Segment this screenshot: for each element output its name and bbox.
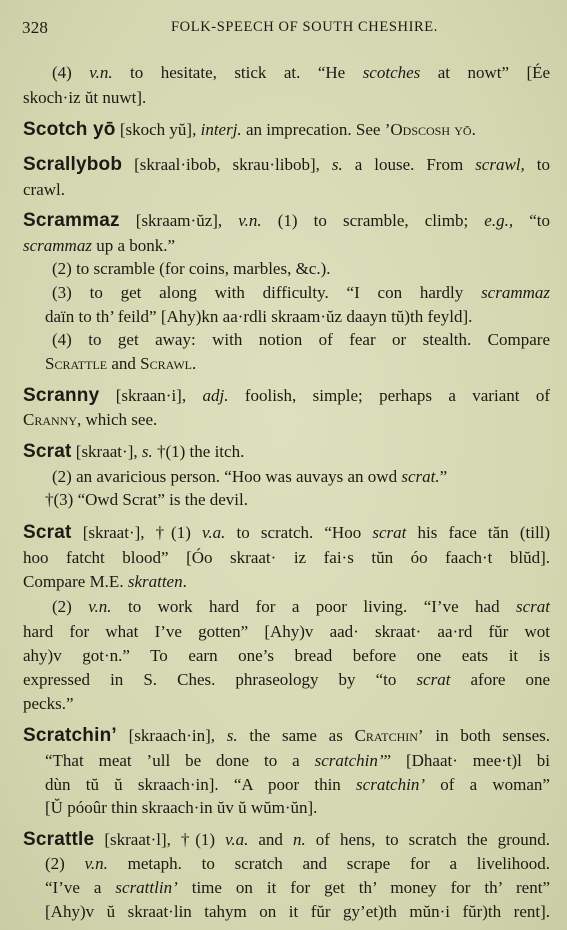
entry-line: skoch·iz ŭt nuwt]. — [23, 88, 147, 107]
entry-line: dùn tŭ ŭ skraach·in]. “A poor thin scratchin’ of a woman” — [45, 775, 550, 794]
entry-scranny: Scranny [skraan·i], adj. foolish, simple; perhaps a variant of — [23, 385, 550, 406]
entry-line: expressed in S. Ches. phraseology by “to scrat afore one — [23, 670, 551, 689]
entry-scrallybob: Scrallybob [skraal·ibob, skrau·libob], s. a louse. From scrawl, to — [23, 154, 550, 175]
headword: Scrammaz — [23, 210, 120, 231]
entry-line: crawl. — [23, 180, 66, 199]
headword: Scranny — [23, 385, 100, 406]
headword: Scrat — [23, 441, 72, 462]
entry-line: “I’ve a scrattlin’ time on it for get th’ money for th’ rent” — [45, 878, 550, 897]
headword: Scotch yō — [23, 119, 116, 140]
entry-line: Compare M.E. skratten. — [23, 572, 187, 591]
entry-scrat-verb: Scrat [skraat·], †(1) v.a. to scratch. “Hoo scrat his face tăn (till) — [23, 522, 551, 543]
headword: Scratchin’ — [23, 725, 117, 746]
entry-line: [Ahy)v ŭ skraat·lin tahym on it fŭr gy’et)th mŭn·i fŭr)th rent]. — [45, 902, 550, 921]
entry-line: scrammaz up a bonk.” — [23, 236, 176, 255]
page-header — [22, 18, 547, 44]
headword: Scrat — [23, 522, 72, 543]
entry-scrammaz: Scrammaz [skraam·ŭz], v.n. (1) to scramble, climb; e.g., “to — [23, 210, 550, 231]
entry-scrattle: Scrattle [skraat·l], †(1) v.a. and n. of hens, to scratch the ground. — [23, 829, 551, 850]
entry-scotch-yo: Scotch yō [skoch yŭ], interj. an imprecation. See ’Odscosh yō. — [23, 119, 476, 140]
entry-line: daïn to th’ feild” [Ahy)kn aa·rdli skraam·ŭz daayn tŭ)th feyld]. — [45, 307, 473, 326]
entry-line: (2) an avaricious person. “Hoo was auvays an owd scrat.” — [52, 467, 448, 486]
entry-line: (4) v.n. to hesitate, stick at. “He scotches at nowt” [Ée — [52, 63, 551, 82]
entry-line: Scrattle and Scrawl. — [45, 354, 197, 373]
running-title: FOLK-SPEECH OF SOUTH CHESHIRE. — [171, 19, 438, 35]
headword: Scrallybob — [23, 154, 123, 175]
page-number: 328 — [22, 18, 49, 37]
entry-scrat-noun: Scrat [skraat·], s. †(1) the itch. — [23, 441, 245, 462]
entry-line: [Ŭ póoûr thin skraach·in ŭv ŭ wŭm·ŭn]. — [45, 798, 318, 817]
entry-line: (3) to get along with difficulty. “I con hardly scrammaz — [52, 283, 551, 302]
headword: Scrattle — [23, 829, 95, 850]
entry-scratchin: Scratchin’ [skraach·in], s. the same as Cratchin’ in both senses. — [23, 725, 551, 746]
entry-line: pecks.” — [23, 694, 74, 713]
entry-line: Cranny, which see. — [23, 410, 158, 429]
entry-line: (2) v.n. to work hard for a poor living. “I’ve had scrat — [52, 597, 551, 616]
entry-line: “That meat ’ull be done to a scratchin’” [Dhaat· mee·t)l bi — [45, 751, 551, 770]
entry-line: (2) v.n. metaph. to scratch and scrape for a livelihood. — [45, 854, 550, 873]
entry-line: ahy)v got·n.” To earn one’s bread before one eats it is — [23, 646, 550, 665]
entry-line: hard for what I’ve gotten” [Ahy)v aad· skraat· aa·rd fŭr wot — [23, 622, 550, 641]
entry-line: hoo fatcht blood” [Óo skraat· iz fai·s tŭn óo faach·t blŭd]. — [23, 548, 550, 567]
entry-line: (2) to scramble (for coins, marbles, &c.). — [52, 259, 331, 278]
entry-line: (4) to get away: with notion of fear or stealth. Compare — [52, 330, 550, 349]
entry-line: †(3) “Owd Scrat” is the devil. — [45, 490, 248, 509]
